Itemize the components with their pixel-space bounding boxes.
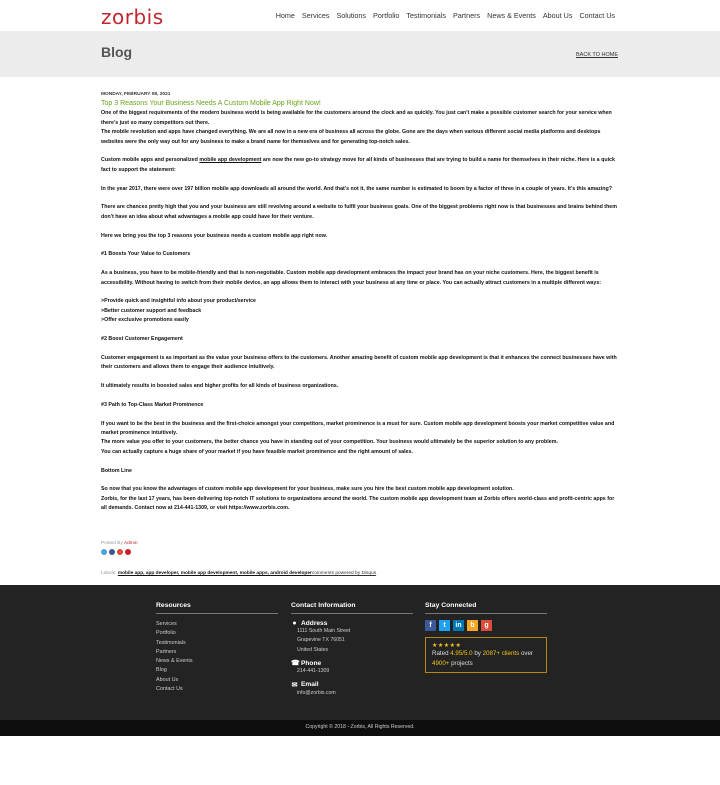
list-item: >Better customer support and feedback <box>101 307 202 314</box>
footer-link-testimonials[interactable]: Testimonials <box>156 639 186 646</box>
footer-stay-connected <box>425 602 547 673</box>
linkedin-icon[interactable]: in <box>453 620 464 631</box>
section-heading: #1 Boosts Your Value to Customers <box>101 251 191 258</box>
footer-link-blog[interactable]: Blog <box>156 667 167 674</box>
disqus-link[interactable]: comments powered by Disqus <box>311 571 377 576</box>
list-item: >Provide quick and insightful info about your product/service <box>101 298 256 305</box>
address-line: Grapevine TX 76051 <box>297 637 345 644</box>
address-line: 1111 South Main Street <box>297 628 351 634</box>
footer-link-portfolio[interactable]: Portfolio <box>156 630 176 637</box>
stay-connected-heading: Stay Connected <box>425 602 547 614</box>
nav-contact-us[interactable]: Contact Us <box>579 11 615 20</box>
blog-post <box>101 90 619 514</box>
paragraph: If you want to be the best in the business and the first-choice amongst your competitors, market prominence is a must for sure. Custom mobile app development boosts your market competitive value and market prominence intuitively. <box>101 420 615 437</box>
nav-home[interactable]: Home <box>275 11 295 20</box>
blogger-icon[interactable]: b <box>467 620 478 631</box>
zorbis-logo[interactable]: zorbis <box>101 5 164 29</box>
google-plus-icon[interactable]: g <box>481 620 492 631</box>
section-heading: #2 Boost Customer Engagement <box>101 336 183 343</box>
nav-services[interactable]: Services <box>301 11 330 20</box>
phone-icon: ☎ <box>291 660 300 668</box>
page-title: Blog <box>101 44 133 60</box>
main-nav <box>276 11 615 20</box>
twitter-icon[interactable]: t <box>439 620 450 631</box>
site-header <box>0 0 720 31</box>
paragraph: In the year 2017, there were over 197 billion mobile app downloads all around the world. And that's not it, the same number is estimated to boom by a factor of three in a couple of years. It's this amazing? <box>101 185 612 192</box>
footer-link-services[interactable]: Services <box>156 621 177 627</box>
paragraph: The mobile revolution and apps have changed everything. We are all now in a new era of business all across the globe. Gone are the days when various different social media platforms and desktops websites were the only way out for any business to make a brand name for themselves and for generating top-notch sales. <box>101 129 601 145</box>
address-line: United States <box>297 646 329 653</box>
twitter-share-icon[interactable] <box>101 549 107 555</box>
nav-partners[interactable]: Partners <box>452 11 481 20</box>
paragraph: Custom mobile apps and personalized mobile app development are now the new go-to strategy move for all kinds of businesses that are trying to build a name for themselves in their niche. Here is a quick fact to support the statement: <box>101 157 615 173</box>
paragraph: The more value you offer to your customers, the better chance you have in standing out of your competition. Your business would ultimately be the superior solution to any problem. <box>101 439 558 446</box>
paragraph: There are chances pretty high that you and your business are still revolving around a website to fulfil your business goals. One of the biggest problems right now is that businesses and brains behind them don't have an idea about what advantages a mobile app could have for their venture. <box>101 204 617 220</box>
email-icon: ✉ <box>291 681 298 689</box>
nav-testimonials[interactable]: Testimonials <box>406 11 446 20</box>
section-heading: #3 Path to Top-Class Market Prominence <box>101 401 204 408</box>
footer-resources <box>156 602 278 694</box>
nav-solutions[interactable]: Solutions <box>336 11 367 20</box>
paragraph: It ultimately results in boosted sales and higher profits for all kinds of business organizations. <box>101 383 339 390</box>
paragraph: You can actually capture a huge share of your market if you have feasible market prominence and the right amount of sales. <box>101 448 413 455</box>
pinterest-share-icon[interactable] <box>125 549 131 555</box>
share-buttons <box>101 549 131 555</box>
nav-about-us[interactable]: About Us <box>542 11 573 20</box>
copyright-bar <box>0 720 720 736</box>
labels-links[interactable]: mobile app, app developer, mobile app development, mobile apps, android developer <box>117 571 312 576</box>
paragraph: Customer engagement is as important as the value your business offers to the customers. Another amazing benefit of custom mobile app development is that it enhances the connect businesses have with their customers and allows them to engage their audience intuitively. <box>101 354 617 371</box>
paragraph: Here we bring you the top 3 reasons your business needs a custom mobile app right now. <box>101 232 328 239</box>
post-title[interactable]: Top 3 Reasons Your Business Needs A Custom Mobile App Right Now! <box>101 100 321 108</box>
nav-news-events[interactable]: News & Events <box>487 11 536 20</box>
rating-badge[interactable]: ★★★★★ Rated 4.95/5.0 by 2087+ clients over 4900+ projects <box>425 637 547 673</box>
google-share-icon[interactable] <box>117 549 123 555</box>
back-to-home-link[interactable]: BACK TO HOME <box>576 52 618 58</box>
page-title-band <box>0 31 720 77</box>
paragraph: Zorbis, for the last 17 years, has been delivering top-notch IT solutions to organizations around the world. The custom mobile app development team at Zorbis offers world-class and profit-centric apps for all demands. Contact now at 214-441-1309, or visit https://www.zorbis.com. <box>101 495 615 512</box>
footer-contact: Contact Information ● Address 1111 South Main Street Grapevine TX 76051 United States ☎ Phone 214-441-1309 ✉ Email info@zorbis.com <box>291 602 413 698</box>
email-address[interactable]: info@zorbis.com <box>297 689 336 696</box>
author-link[interactable]: Admin <box>123 541 138 546</box>
mobile-app-development-link[interactable]: mobile app development <box>199 157 262 164</box>
copyright-text: Copyright © 2018 - Zorbis, All Rights Reserved. <box>305 724 415 730</box>
list-item: >Offer exclusive promotions easily <box>101 317 189 324</box>
site-footer <box>0 585 720 720</box>
phone-number[interactable]: 214-441-1309 <box>297 668 330 675</box>
paragraph: So now that you know the advantages of custom mobile app development for your business, make sure you hire the best custom mobile app development solution. <box>101 486 514 493</box>
footer-link-about-us[interactable]: About Us <box>156 676 179 683</box>
resources-heading: Resources <box>156 602 278 614</box>
facebook-icon[interactable]: f <box>425 620 436 631</box>
post-labels: Labels: mobile app, app developer, mobile app development, mobile apps, android developercomments powered by Disqus <box>101 571 377 576</box>
paragraph: One of the biggest requirements of the modern business world is being available for the customers around the clock and as quickly. You just can't make a possible customer search for your service when there's just so many competitors out there. <box>101 110 612 126</box>
posted-by: Posted By Admin <box>101 541 138 546</box>
footer-link-contact-us[interactable]: Contact Us <box>156 686 183 693</box>
nav-portfolio[interactable]: Portfolio <box>373 11 400 20</box>
post-date: MONDAY, FEBRUARY 08, 2021 <box>101 92 171 97</box>
section-heading: Bottom Line <box>101 467 132 474</box>
map-pin-icon: ● <box>292 620 297 627</box>
footer-link-news-events[interactable]: News & Events <box>156 658 193 665</box>
facebook-share-icon[interactable] <box>109 549 115 555</box>
footer-link-partners[interactable]: Partners <box>156 648 177 655</box>
social-links <box>425 620 547 631</box>
paragraph: As a business, you have to be mobile-friendly and that is non-negotiable. Custom mobile app development embraces the impact your brand has on your niche customers. Here, the biggest benefit is accessibility. Without having to switch from their mobile device, an app allows them to interact with your business at any time or place. You can actually attract customers in a multiple different ways: <box>101 270 602 286</box>
five-stars-icon: ★★★★★ <box>432 643 462 649</box>
contact-heading: Contact Information <box>291 602 413 614</box>
